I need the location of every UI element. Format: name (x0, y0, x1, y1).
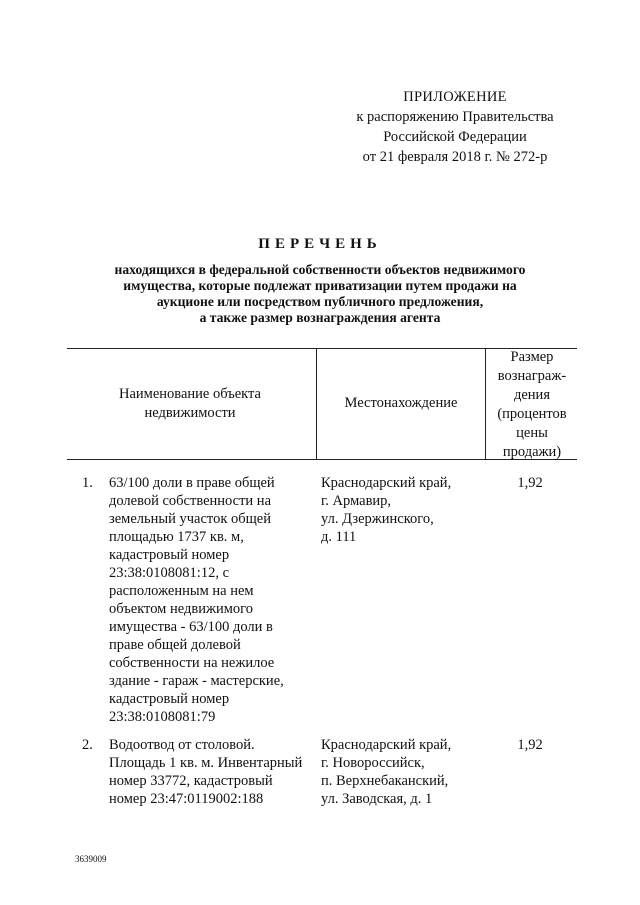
header-location: Местонахождение (344, 395, 458, 411)
column-divider (316, 348, 317, 459)
subtitle-line: находящихся в федеральной собственности объектов недвижимого (114, 262, 526, 277)
row-object-name: Водоотвод от столовой. Площадь 1 кв. м. Инвентарный номер 33772, кадастровый номер 23:47:0119002:188 (109, 737, 303, 807)
row-number: 2. (82, 737, 93, 753)
document-title: ПЕРЕЧЕНЬ (258, 236, 382, 252)
subtitle-line: имущества, которые подлежат приватизации путем продажи на (123, 278, 517, 293)
row-location: Краснодарский край, г. Армавир, ул. Дзержинского, д. 111 (321, 475, 452, 545)
header-fee: Размер вознаграж- дения (процентов цены продажи) (497, 349, 567, 460)
subtitle-line: а также размер вознаграждения агента (199, 310, 441, 325)
row-object-name: 63/100 доли в праве общей долевой собственности на земельный участок общей площадью 1737 кв. м, кадастровый номер 23:38:0108081:12, с расположенным на нем объектом недвижимого имущества - 63/100 доли в праве общей долевой собственности на нежилое здание - гараж - мастерские, кадастровый номер 23:38:0108081:79 (109, 475, 284, 725)
appendix-date-line: от 21 февраля 2018 г. № 272-р (362, 149, 548, 165)
document-number: 3639009 (75, 854, 107, 864)
appendix-line: Российской Федерации (383, 129, 527, 145)
appendix-heading: ПРИЛОЖЕНИЕ (403, 89, 507, 105)
row-fee: 1,92 (517, 475, 543, 491)
document-subtitle (60, 262, 580, 326)
subtitle-line: аукционе или посредством публичного предложения, (156, 294, 484, 309)
row-fee: 1,92 (517, 737, 543, 753)
appendix-block (330, 87, 580, 167)
header-name: Наименование объекта недвижимости (119, 386, 261, 421)
appendix-line: к распоряжению Правительства (356, 109, 554, 125)
row-number: 1. (82, 475, 93, 491)
row-location: Краснодарский край, г. Новороссийск, п. Верхнебаканский, ул. Заводская, д. 1 (321, 737, 452, 807)
